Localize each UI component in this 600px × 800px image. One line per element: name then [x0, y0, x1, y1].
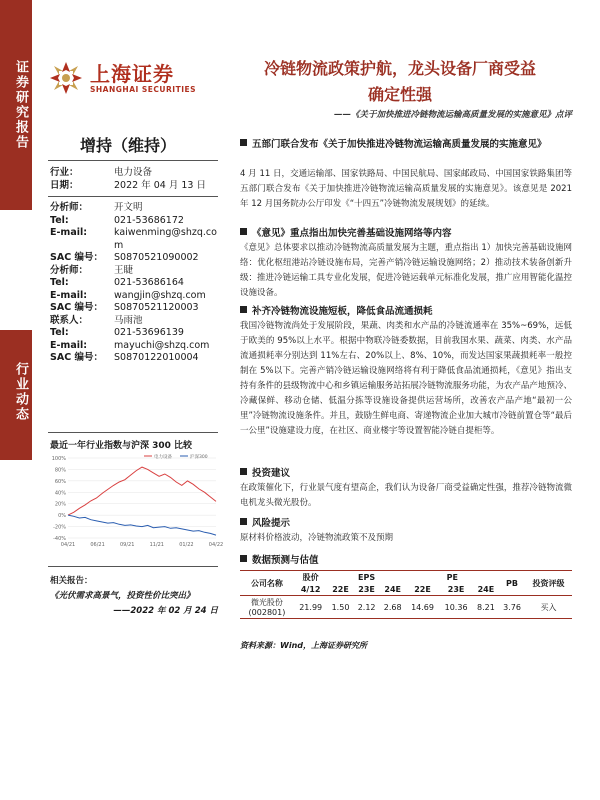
- side-block-mid: [0, 330, 32, 460]
- info-row: [50, 352, 225, 365]
- section-3-body: 我国冷链物流尚处于发展阶段，果蔬、肉类和水产品的冷链流通率在 35%~69%，远低于欧美的 95%以上水平。根据中物联冷链委数据，目前我国水果、蔬菜、肉类、水产品流通损耗率分别达到 11%左右、20%以上、8%、10%，而发达国家果蔬损耗率一般控制在 5%以下。完善产销冷链运输设施网络将有利于降低食品流通损耗，《意见》指出支持有条件的县级物流中心和乡镇运输服务站拓展冷链物流服务功能，为农产品产地预冷、冷藏保鲜、移动仓储、低温分拣等设施设备提供运营场所，改善农产品产地“最初一公里”冷链物流设施条件。并且，鼓励生鲜电商、寄递物流企业加大城市冷链前置仓等“最后一公里”设施建设力度，在社区、商业楼宇等设置智能冷链自提柜等。: [240, 321, 572, 436]
- info-key: Tel:: [50, 277, 69, 288]
- y-tick-label: -20%: [53, 524, 66, 531]
- divider: [48, 196, 218, 197]
- info-value[interactable]: kaiwenming@shzq.com: [114, 227, 217, 251]
- x-tick-label: 06/21: [90, 542, 105, 548]
- divider: [48, 160, 218, 161]
- info-row: [50, 265, 225, 278]
- cell-pe: 8.21: [477, 602, 495, 612]
- section-3-heading: 补齐冷链物流设施短板，降低食品流通损耗: [240, 304, 570, 319]
- info-key: SAC 编号：: [50, 252, 103, 263]
- th-year: 23E: [358, 585, 375, 594]
- section-6-heading: 数据预测与估值: [240, 553, 570, 568]
- bullet-icon: [240, 468, 247, 475]
- th-year: 24E: [384, 585, 401, 594]
- info-key: Tel:: [50, 327, 69, 338]
- cell-pb: 3.76: [503, 602, 521, 612]
- cell-pe: 10.36: [444, 602, 468, 612]
- th-eps: EPS: [358, 573, 376, 582]
- info-key: 联系人：: [50, 314, 89, 326]
- info-value: S0870521090002: [114, 252, 199, 263]
- info-value[interactable]: mayuchi@shzq.com: [114, 339, 210, 351]
- section-2-heading: 《意见》重点指出加快完善基础设施网络等内容: [240, 226, 570, 241]
- info-key: 分析师：: [50, 202, 89, 213]
- title-line-2: 确定性强: [367, 85, 432, 104]
- bullet-icon: [240, 555, 247, 562]
- info-value: 开文明: [114, 202, 143, 213]
- th-pe: PE: [446, 573, 458, 582]
- th-price: 股价: [302, 573, 319, 582]
- rating: 增持（维持）: [80, 136, 177, 155]
- info-key: E-mail:: [50, 289, 88, 301]
- info-key: E-mail:: [50, 227, 88, 238]
- info-value: 2022 年 04 月 13 日: [114, 179, 206, 191]
- info-row: [50, 167, 225, 180]
- related-label: 相关报告：: [50, 576, 93, 586]
- report-title: [230, 56, 570, 108]
- series-line-0: [68, 467, 216, 515]
- y-tick-label: 20%: [54, 501, 66, 508]
- info-row: [50, 340, 225, 353]
- cell-eps: 2.68: [383, 602, 402, 612]
- info-value: S0870521120003: [114, 302, 199, 313]
- th-company: 公司名称: [250, 578, 283, 588]
- th-year: 24E: [477, 585, 495, 594]
- index-chart: [48, 452, 224, 552]
- th-rating: 投资评级: [532, 578, 565, 588]
- valuation-table-wrap: [240, 570, 572, 619]
- y-tick-label: 0%: [58, 513, 66, 520]
- series-line-1: [68, 515, 216, 535]
- info-row: [50, 202, 225, 215]
- x-tick-label: 04/22: [208, 542, 224, 548]
- logo-mark-icon: [48, 60, 84, 96]
- section-4-heading: 投资建议: [240, 466, 570, 481]
- section-5-heading: 风险提示: [240, 516, 570, 531]
- th-pb: PB: [506, 578, 518, 588]
- info-row: [50, 315, 225, 328]
- valuation-table: [240, 570, 572, 619]
- divider: [48, 432, 218, 433]
- info-key: 行业：: [50, 167, 79, 178]
- info-value: 电力设备: [114, 167, 153, 178]
- info-row: [50, 215, 225, 228]
- side-block-top: [0, 0, 32, 210]
- bullet-icon: [240, 139, 247, 146]
- logo: [48, 58, 208, 98]
- info-key: SAC 编号：: [50, 352, 103, 363]
- info-key: 日期：: [50, 179, 79, 191]
- info-value: 王睫: [114, 264, 134, 276]
- cell-rating: 买入: [540, 602, 557, 612]
- info-value: 021-53686164: [114, 277, 184, 288]
- info-row: [50, 180, 225, 193]
- x-tick-label: 09/21: [119, 542, 135, 548]
- x-tick-label: 01/22: [179, 542, 194, 548]
- x-tick-label: 11/21: [149, 542, 165, 548]
- th-year: 23E: [447, 585, 465, 594]
- y-tick-label: -40%: [53, 536, 66, 542]
- chart-title: 最近一年行业指数与沪深 300 比较: [50, 441, 193, 451]
- y-tick-label: 40%: [54, 490, 66, 497]
- divider: [48, 566, 218, 567]
- section-1-heading: 五部门联合发布《关于加快推进冷链物流运输高质量发展的实施意见》: [240, 137, 570, 152]
- info-row: [50, 227, 225, 252]
- report-subtitle: ——《关于加快推进冷链物流运输高质量发展的实施意见》点评: [333, 110, 572, 120]
- y-tick-label: 100%: [51, 456, 66, 462]
- info-key: Tel:: [50, 214, 69, 226]
- cell-pe: 14.69: [411, 602, 434, 612]
- sidebar-label-top: 证券研究报告: [13, 60, 28, 150]
- bullet-icon: [240, 518, 247, 525]
- x-tick-label: 04/21: [60, 542, 76, 548]
- section-5-body: 原材料价格波动，冷链物流政策不及预期: [240, 533, 394, 543]
- info-key: 分析师：: [50, 264, 89, 276]
- logo-text-en: SHANGHAI SECURITIES: [90, 84, 197, 94]
- cell-price: 21.99: [299, 602, 323, 612]
- table-source: 资料来源：Wind，上海证券研究所: [240, 641, 367, 650]
- title-line-1: 冷链物流政策护航，龙头设备厂商受益: [263, 59, 536, 78]
- section-1-body: 4 月 11 日，交通运输部、国家铁路局、中国民航局、国家邮政局、中国国家铁路集团等五部门联合发布《关于加快推进冷链物流运输高质量发展的实施意见》。该意见是 2021 年 12 月国务院办公厅印发《“十四五”冷链物流发展规划》的延续。: [240, 169, 572, 209]
- info-value: 021-53696139: [114, 327, 184, 338]
- y-tick-label: 80%: [54, 467, 66, 474]
- th-year: 22E: [332, 585, 349, 594]
- y-tick-label: 60%: [54, 478, 66, 485]
- sidebar-label-mid: 行业动态: [13, 362, 28, 422]
- info-value: S0870122010004: [114, 352, 199, 363]
- info-key: E-mail:: [50, 339, 88, 351]
- section-4-body: 在政策催化下，行业景气度有望高企，我们认为设备厂商受益确定性强，推荐冷链物流微电机龙头微光股份。: [240, 483, 572, 508]
- cell-company: 微光股份 (002801): [248, 598, 286, 617]
- info-value: 021-53686172: [114, 214, 184, 226]
- info-row: [50, 302, 225, 315]
- cell-eps: 1.50: [331, 602, 350, 612]
- cell-eps: 2.12: [357, 602, 376, 612]
- logo-text-cn: 上海证券: [90, 61, 174, 86]
- info-value[interactable]: wangjin@shzq.com: [114, 289, 206, 301]
- related-report-link[interactable]: 《光伏需求高景气，投资性价比突出》: [50, 591, 195, 601]
- info-key: SAC 编号：: [50, 302, 103, 313]
- info-row: [50, 252, 225, 265]
- related-date: ——2022 年 02 月 24 日: [113, 606, 218, 616]
- legend-label: 沪深300: [190, 455, 208, 460]
- table-row: [240, 596, 572, 619]
- section-2-body: 《意见》总体要求以推动冷链物流高质量发展为主题，重点指出 1）加快完善基础设施网络：优化枢纽港站冷链设施布局，完善产销冷链运输设施网络；2）推动技术装备创新升级：推进冷链运输工具专业化发展，促进冷链运载单元标准化发展，推广应用智能化温控设施设备。: [240, 243, 572, 298]
- info-row: [50, 327, 225, 340]
- legend-label: 电力设备: [154, 455, 172, 460]
- info-value: 马雨池: [114, 314, 143, 326]
- info-row: [50, 277, 225, 290]
- info-row: [50, 290, 225, 303]
- th-year: 22E: [414, 585, 431, 594]
- bullet-icon: [240, 306, 247, 313]
- bullet-icon: [240, 228, 247, 235]
- th-price-date: 4/12: [300, 585, 321, 594]
